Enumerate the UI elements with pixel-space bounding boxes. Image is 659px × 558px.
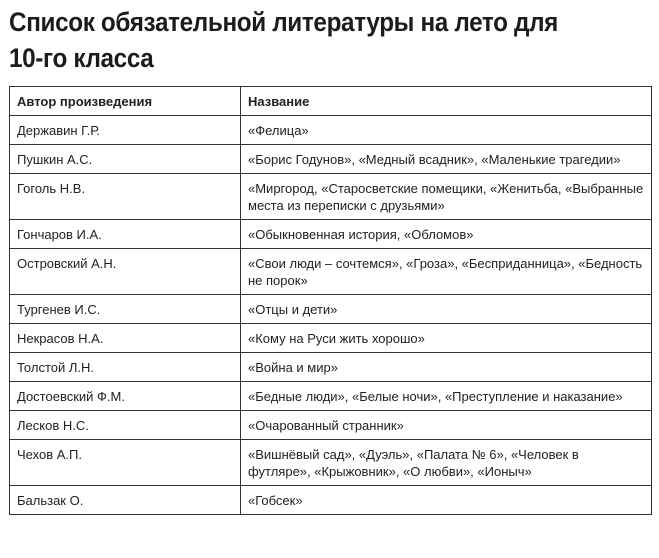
author-cell: Некрасов Н.А. [10,324,241,353]
works-cell: «Бедные люди», «Белые ночи», «Преступление и наказание» [241,382,652,411]
author-cell: Чехов А.П. [10,440,241,486]
author-cell: Толстой Л.Н. [10,353,241,382]
table-row [10,220,652,249]
author-cell: Лесков Н.С. [10,411,241,440]
table-header-row [10,87,652,116]
works-cell: «Гобсек» [241,486,652,515]
table-row [10,440,652,486]
table-row [10,249,652,295]
author-cell: Достоевский Ф.М. [10,382,241,411]
author-cell: Пушкин А.С. [10,145,241,174]
works-cell: «Фелица» [241,116,652,145]
works-cell: «Очарованный странник» [241,411,652,440]
works-cell: «Борис Годунов», «Медный всадник», «Маленькие трагедии» [241,145,652,174]
works-cell: «Миргород, «Старосветские помещики, «Женитьба, «Выбранные места из переписки с друзьями» [241,174,652,220]
author-cell: Островский А.Н. [10,249,241,295]
table-row [10,486,652,515]
author-cell: Бальзак О. [10,486,241,515]
column-header-author: Автор произведения [10,87,241,116]
column-header-title: Название [241,87,652,116]
author-cell: Гоголь Н.В. [10,174,241,220]
table-row [10,174,652,220]
works-cell: «Война и мир» [241,353,652,382]
author-cell: Державин Г.Р. [10,116,241,145]
table-row [10,411,652,440]
page-title: Список обязательной литературы на лето для 10-го класса [9,7,558,73]
author-cell: Тургенев И.С. [10,295,241,324]
works-cell: «Вишнёвый сад», «Дуэль», «Палата № 6», «Человек в футляре», «Крыжовник», «О любви», «Ионыч» [241,440,652,486]
works-cell: «Обыкновенная история, «Обломов» [241,220,652,249]
table-row [10,382,652,411]
works-cell: «Кому на Руси жить хорошо» [241,324,652,353]
table-row [10,116,652,145]
table-row [10,353,652,382]
table-row [10,295,652,324]
works-cell: «Свои люди – сочтемся», «Гроза», «Бесприданница», «Бедность не порок» [241,249,652,295]
literature-table [9,86,652,515]
table-row [10,324,652,353]
works-cell: «Отцы и дети» [241,295,652,324]
author-cell: Гончаров И.А. [10,220,241,249]
table-row [10,145,652,174]
